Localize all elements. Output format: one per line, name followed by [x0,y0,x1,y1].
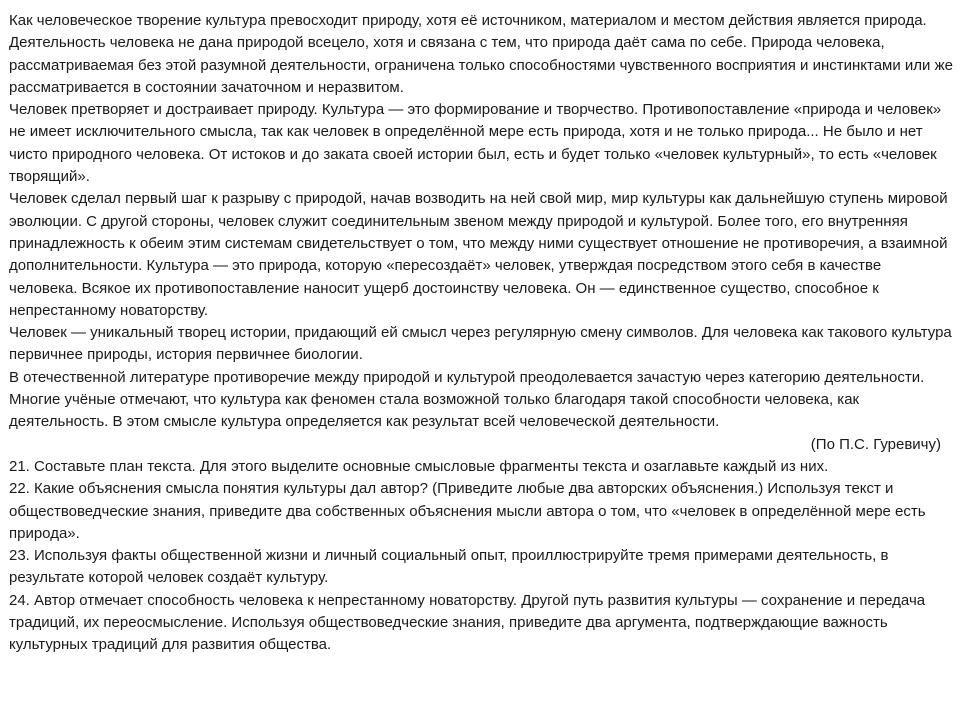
question-22: 22. Какие объяснения смысла понятия культуры дал автор? (Приведите любые два авторских объяснения.) Используя текст и обществоведческие знания, приведите два собственных объяснения мысли автора о том, что «человек в определённой мере есть природа». [9,480,926,542]
paragraph-1: Как человеческое творение культура превосходит природу, хотя её источником, материалом и местом действия является природа. Деятельность человека не дана природой всецело, хотя и связана с тем, что природа даёт сама по себе. Природа человека, рассматриваемая без этой разумной деятельности, ограничена только способностями чувственного восприятия и инстинктами или же рассматривается в состоянии зачаточном и неразвитом. [9,12,953,96]
question-21: 21. Составьте план текста. Для этого выделите основные смысловые фрагменты текста и озаглавьте каждый из них. [9,457,829,475]
paragraph-4: Человек — уникальный творец истории, придающий ей смысл через регулярную смену символов. Для человека как такового культура первичнее природы, история первичнее биологии. [9,324,952,364]
paragraph-2: Человек претворяет и достраивает природу. Культура — это формирование и творчество. Противопоставление «природа и человек» не имеет исключительного смысла, так как человек в определённой мере есть природа, хотя и не только природа... Не было и нет чисто природного человека. От истоков и до заката своей истории был, есть и будет только «человек культурный», то есть «человек творящий». [9,101,942,186]
paragraph-5: В отечественной литературе противоречие между природой и культурой преодолевается зачастую через категорию деятельности. Многие учёные отмечают, что культура как феномен стала возможной только благодаря такой способности человека, как деятельность. В этом смысле культура определяется как результат всей человеческой деятельности. [9,368,925,431]
question-23: 23. Используя факты общественной жизни и личный социальный опыт, проиллюстрируйте тремя примерами деятельность, в результате которой человек создаёт культуру. [9,547,889,587]
question-24: 24. Автор отмечает способность человека к непрестанному новаторству. Другой путь развития культуры — сохранение и передача традиций, их переосмысление. Используя обществоведческие знания, приведите два аргумента, подтверждающие важность культурных традиций для развития общества. [9,591,926,654]
paragraph-3: Человек сделал первый шаг к разрыву с природой, начав возводить на ней свой мир, мир культуры как дальнейшую ступень мировой эволюции. С другой стороны, человек служит соединительным звеном между природой и культурой. Более того, его внутренняя принадлежность к обеим этим системам свидетельствует о том, что между ними существует отношение не противоречия, а взаимной дополнительности. Культура — это природа, которую «пересоздаёт» человек, утверждая посредством этого себя в качестве человека. Всякое их противопоставление наносит ущерб достоинству человека. Он — единственное существо, способное к непрестанному новаторству. [9,190,948,319]
text-block [9,10,953,657]
source-attribution: (По П.С. Гуревичу) [810,435,941,453]
